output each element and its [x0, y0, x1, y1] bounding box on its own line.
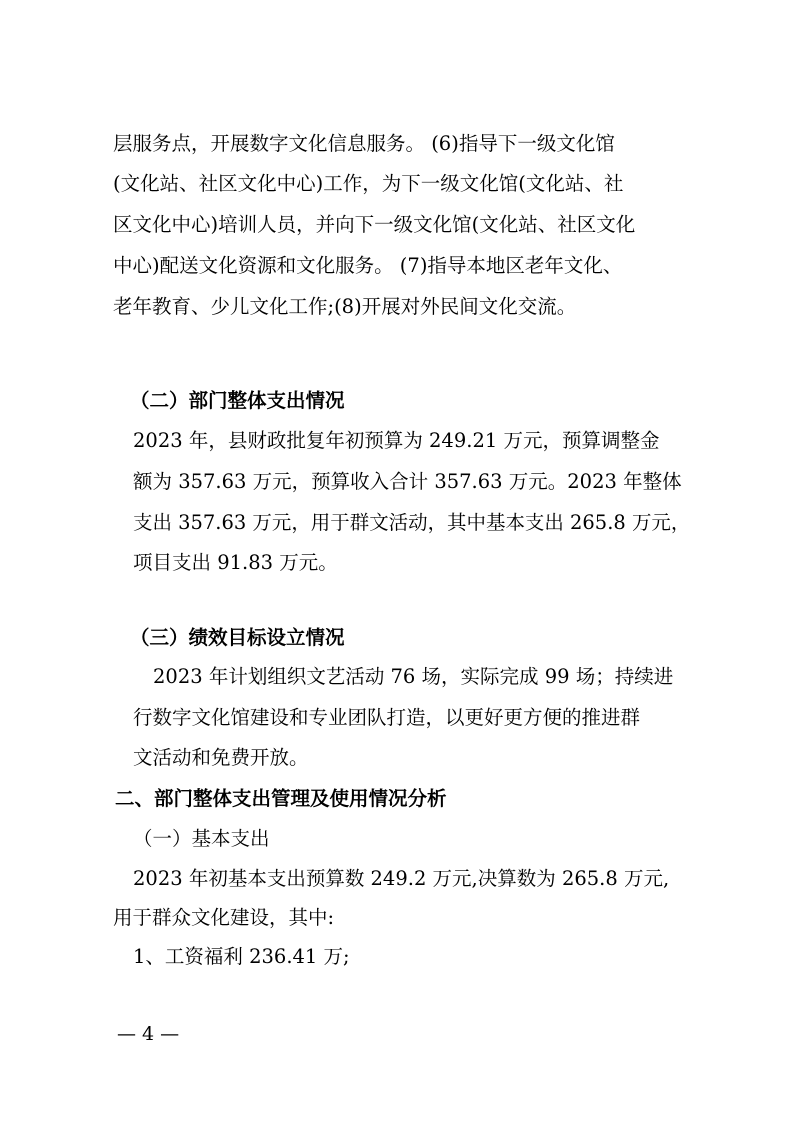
page-number: — 4 —: [117, 1023, 180, 1045]
text-line: 中心)配送文化资源和文化服务。 (7)指导本地区老年文化、: [113, 254, 623, 277]
text-line: (文化站、社区文化中心)工作，为下一级文化馆(文化站、社: [113, 172, 624, 195]
subsection-heading: （一）基本支出: [133, 827, 270, 850]
text-line: 用于群众文化建设，其中:: [113, 906, 335, 929]
text-line: 行数字文化馆建设和专业团队打造，以更好更方便的推进群: [133, 706, 641, 729]
text-line: 项目支出 91.83 万元。: [133, 551, 338, 574]
text-line: 2023 年，县财政批复年初预算为 249.21 万元，预算调整金: [133, 429, 660, 452]
text-line: 1、工资福利 236.41 万;: [133, 945, 350, 968]
text-line: 支出 357.63 万元，用于群文活动，其中基本支出 265.8 万元，: [133, 511, 691, 534]
text-line: 层服务点，开展数字文化信息服务。 (6)指导下一级文化馆: [113, 132, 615, 155]
text-line: 区文化中心)培训人员，并向下一级文化馆(文化站、社区文化: [113, 213, 636, 236]
text-line: 文活动和免费开放。: [133, 746, 309, 769]
text-line: 老年教育、少儿文化工作;(8)开展对外民间文化交流。: [113, 295, 577, 318]
chapter-heading: 二、部门整体支出管理及使用情况分析: [115, 787, 447, 810]
section-heading: （二）部门整体支出情况: [130, 389, 345, 412]
text-line: 2023 年初基本支出预算数 249.2 万元,决算数为 265.8 万元,: [133, 867, 670, 890]
section-heading: （三）绩效目标设立情况: [130, 626, 345, 649]
text-line: 2023 年计划组织文艺活动 76 场，实际完成 99 场；持续进: [153, 665, 674, 688]
text-line: 额为 357.63 万元，预算收入合计 357.63 万元。2023 年整体: [133, 470, 682, 493]
